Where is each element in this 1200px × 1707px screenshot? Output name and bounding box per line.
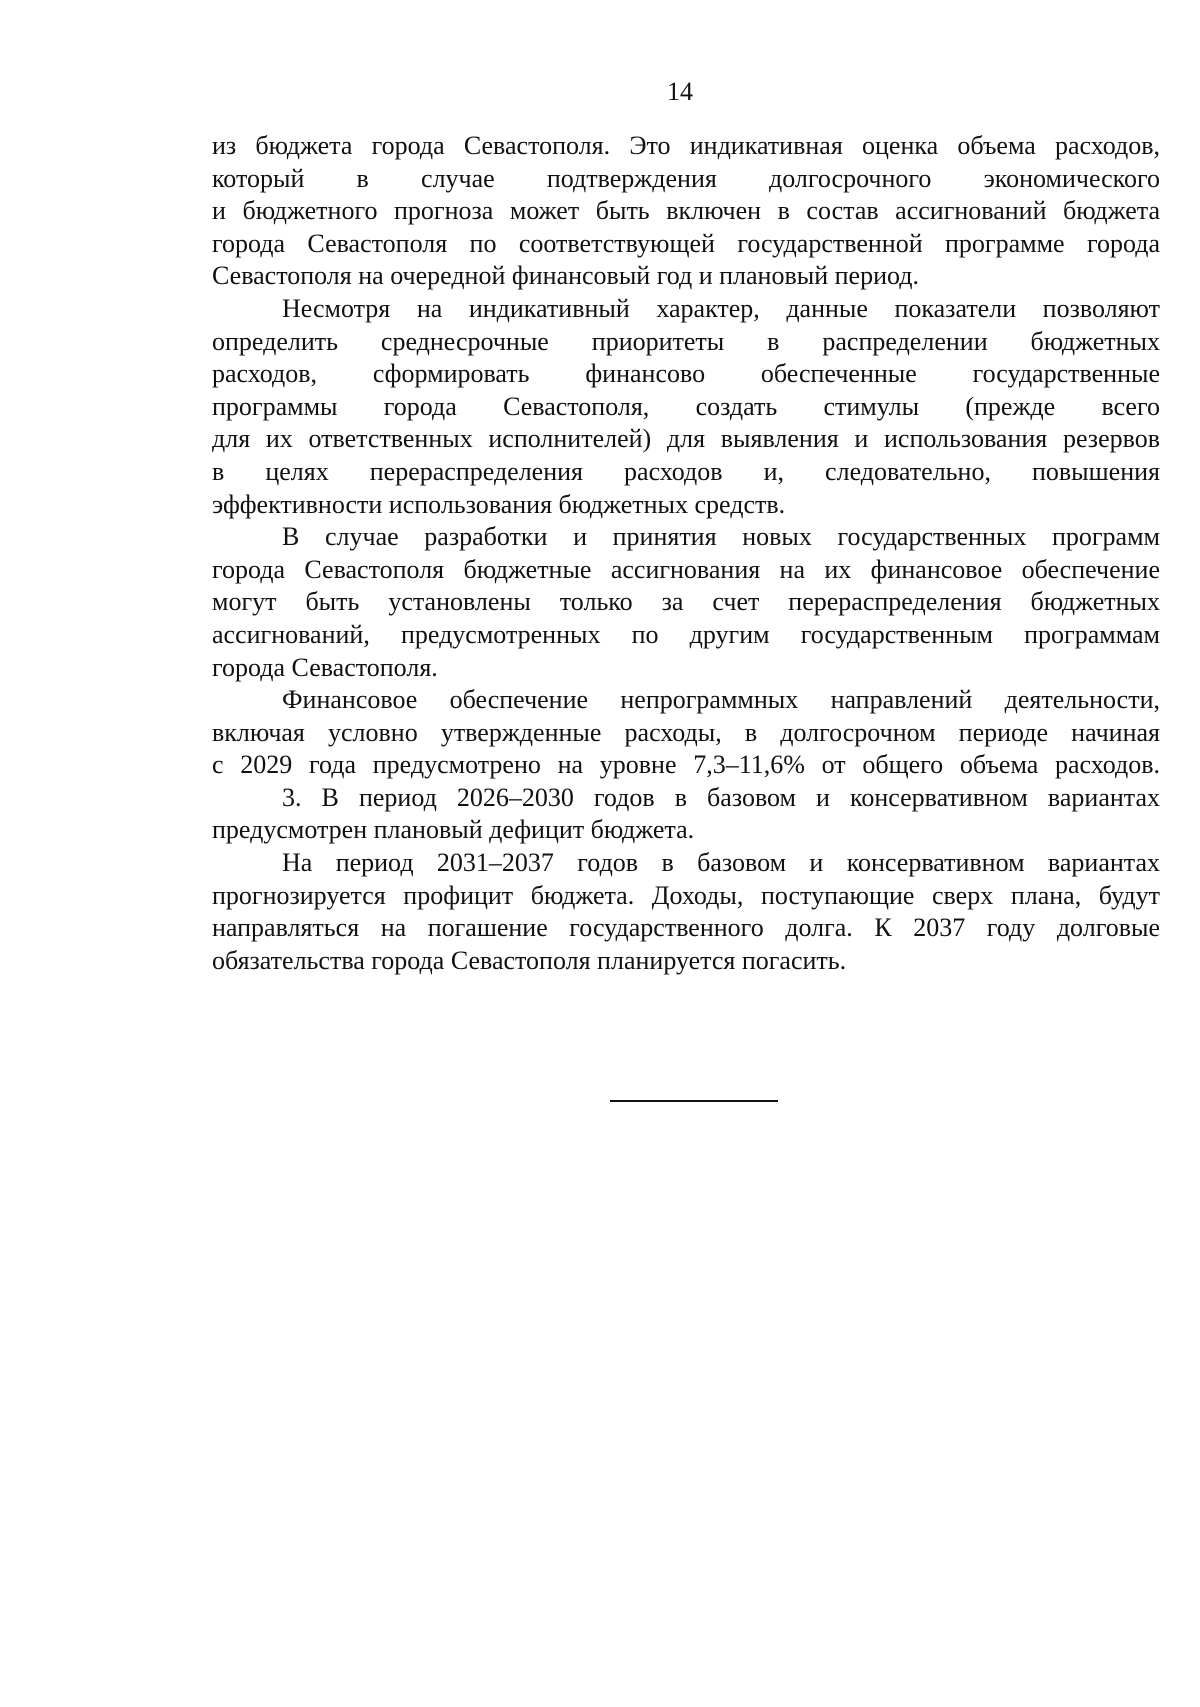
text-line: определить среднесрочные приоритеты в распределении бюджетных bbox=[212, 326, 1160, 356]
text-line: могут быть установлены только за счет перераспределения бюджетных bbox=[212, 587, 1160, 617]
text-line: города Севастополя. bbox=[212, 652, 438, 682]
text-line: В случае разработки и принятия новых государственных программ bbox=[282, 522, 1160, 552]
text-line: Несмотря на индикативный характер, данные показатели позволяют bbox=[282, 293, 1160, 323]
page-number: 14 bbox=[667, 77, 693, 106]
text-line: прогнозируется профицит бюджета. Доходы, поступающие сверх плана, будут bbox=[212, 880, 1160, 910]
text-line: обязательства города Севастополя планируется погасить. bbox=[212, 945, 847, 975]
text-line: 3. В период 2026–2030 годов в базовом и консервативном вариантах bbox=[282, 782, 1160, 812]
document-body bbox=[212, 130, 1160, 977]
paragraph-continuation bbox=[212, 130, 1160, 293]
text-line: который в случае подтверждения долгосрочного экономического bbox=[212, 163, 1160, 193]
text-line: включая условно утвержденные расходы, в долгосрочном периоде начиная bbox=[212, 717, 1160, 747]
text-line: ассигнований, предусмотренных по другим государственным программам bbox=[212, 619, 1160, 649]
text-line: города Севастополя бюджетные ассигнования на их финансовое обеспечение bbox=[212, 554, 1160, 584]
text-line: предусмотрен плановый дефицит бюджета. bbox=[212, 815, 695, 845]
text-line: города Севастополя по соответствующей государственной программе города bbox=[212, 228, 1160, 258]
text-line: направляться на погашение государственного долга. К 2037 году долговые bbox=[212, 913, 1160, 943]
text-line: Финансовое обеспечение непрограммных направлений деятельности, bbox=[282, 685, 1160, 715]
text-line: эффективности использования бюджетных средств. bbox=[212, 489, 786, 519]
paragraph-non-program-funding bbox=[212, 684, 1160, 782]
text-line: программы города Севастополя, создать стимулы (прежде всего bbox=[212, 391, 1160, 421]
text-line: с 2029 года предусмотрено на уровне 7,3–11,6% от общего объема расходов. bbox=[212, 750, 1160, 780]
text-line: и бюджетного прогноза может быть включен в состав ассигнований бюджета bbox=[212, 196, 1160, 226]
end-of-document-rule bbox=[610, 1100, 778, 1102]
text-line: из бюджета города Севастополя. Это индикативная оценка объема расходов, bbox=[212, 131, 1160, 160]
text-line: Севастополя на очередной финансовый год и плановый период. bbox=[212, 261, 919, 291]
paragraph-surplus bbox=[212, 847, 1160, 977]
paragraph-deficit bbox=[212, 782, 1160, 847]
paragraph-indicative-character bbox=[212, 293, 1160, 521]
paragraph-new-programs bbox=[212, 521, 1160, 684]
text-line: расходов, сформировать финансово обеспеченные государственные bbox=[212, 359, 1160, 389]
text-line: На период 2031–2037 годов в базовом и консервативном вариантах bbox=[282, 848, 1160, 878]
text-line: в целях перераспределения расходов и, следовательно, повышения bbox=[212, 456, 1160, 486]
text-line: для их ответственных исполнителей) для выявления и использования резервов bbox=[212, 424, 1160, 454]
